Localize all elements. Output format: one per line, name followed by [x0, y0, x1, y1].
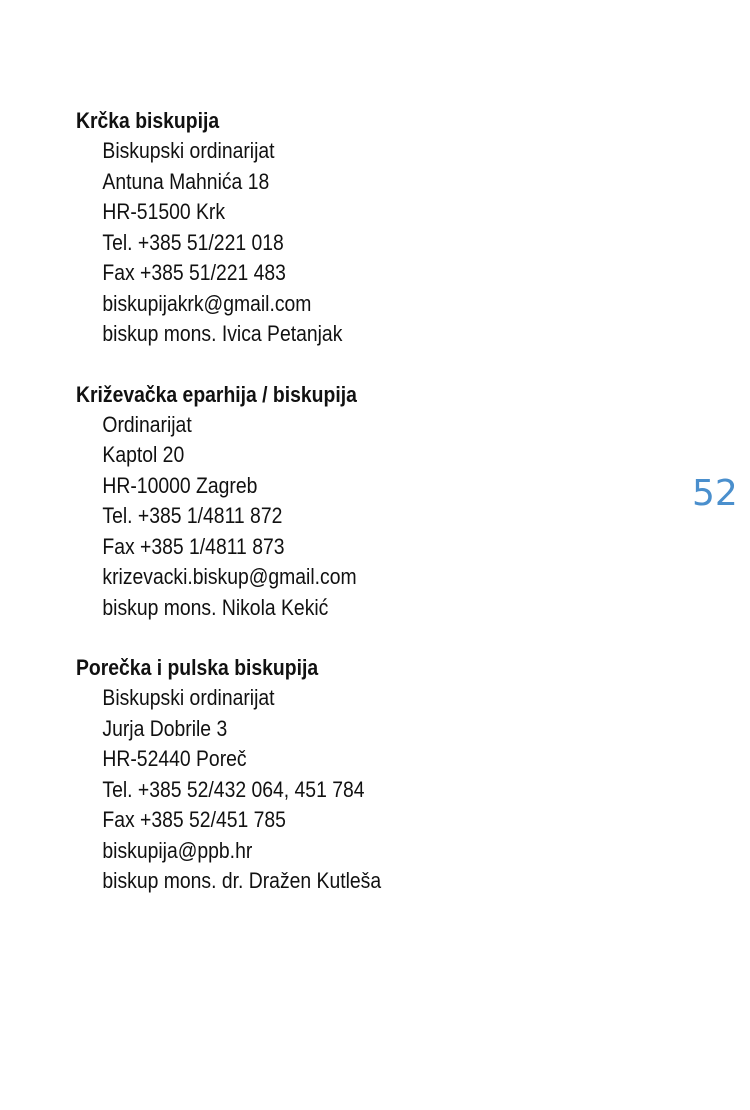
bishop-name: biskup mons. dr. Dražen Kutleša: [102, 868, 382, 893]
street-address: Antuna Mahnića 18: [102, 168, 270, 194]
fax: Fax +385 51/221 483: [102, 260, 286, 285]
bishop-name: biskup mons. Nikola Kekić: [102, 594, 329, 620]
postal-city: HR-52440 Poreč: [102, 746, 247, 771]
email: krizevacki.biskup@gmail.com: [102, 564, 357, 589]
directory-content: [76, 106, 636, 927]
email: biskupijakrk@gmail.com: [102, 290, 312, 316]
diocese-title: Križevačka eparhija / biskupija: [76, 381, 357, 407]
postal-city: HR-10000 Zagreb: [102, 472, 258, 498]
telephone: Tel. +385 1/4811 872: [102, 503, 283, 528]
telephone: Tel. +385 52/432 064, 451 784: [102, 776, 365, 802]
diocese-title: Krčka biskupija: [76, 108, 220, 133]
diocese-entry-porec-pula: [76, 653, 636, 897]
office-name: Ordinarijat: [102, 411, 192, 437]
page-number: 52: [692, 473, 738, 514]
diocese-title: Porečka i pulska biskupija: [76, 655, 319, 680]
fax: Fax +385 52/451 785: [102, 807, 286, 832]
email: biskupija@ppb.hr: [102, 837, 253, 863]
bishop-name: biskup mons. Ivica Petanjak: [102, 321, 343, 346]
telephone: Tel. +385 51/221 018: [102, 229, 284, 255]
diocese-entry-krk: [76, 106, 636, 350]
postal-city: HR-51500 Krk: [102, 199, 226, 224]
street-address: Jurja Dobrile 3: [102, 715, 228, 741]
street-address: Kaptol 20: [102, 442, 185, 467]
office-name: Biskupski ordinarijat: [102, 138, 275, 163]
office-name: Biskupski ordinarijat: [102, 685, 275, 710]
fax: Fax +385 1/4811 873: [102, 533, 285, 559]
diocese-entry-krizevci: [76, 380, 636, 624]
